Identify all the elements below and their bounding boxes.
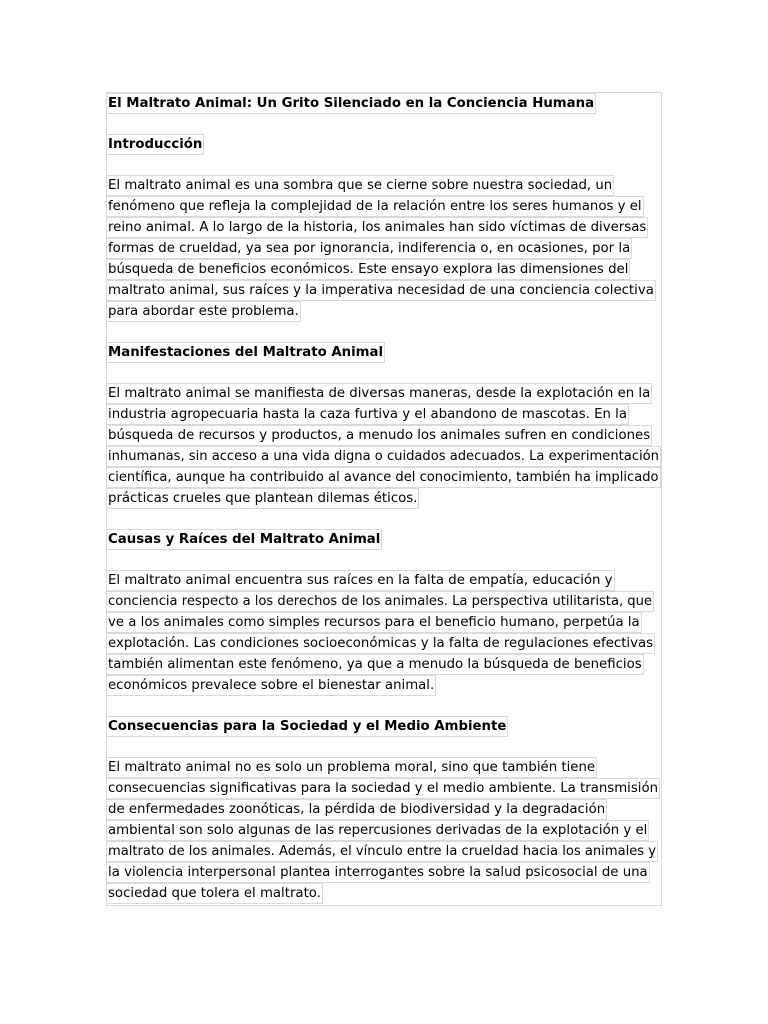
text-line: El maltrato animal no es solo un problema moral, sino que también tiene <box>106 757 597 778</box>
text-line: explotación. Las condiciones socioeconómicas y la falta de regulaciones efectivas <box>106 633 655 654</box>
text-line: reino animal. A lo largo de la historia, los animales han sido víctimas de diversas <box>106 217 648 238</box>
text-line: prácticas crueles que plantean dilemas éticos. <box>106 488 419 509</box>
text-line: El maltrato animal es una sombra que se cierne sobre nuestra sociedad, un <box>106 175 614 196</box>
text-line: maltrato animal, sus raíces y la imperativa necesidad de una conciencia colectiva <box>106 280 656 301</box>
section-heading-consecuencias <box>106 716 666 737</box>
text-line: búsqueda de beneficios económicos. Este ensayo explora las dimensiones del <box>106 259 630 280</box>
text-line: formas de crueldad, ya sea por ignorancia, indiferencia o, en ocasiones, por la <box>106 238 632 259</box>
text-line: la violencia interpersonal plantea interrogantes sobre la salud psicosocial de una <box>106 862 650 883</box>
text-line: también alimentan este fenómeno, ya que a menudo la búsqueda de beneficios <box>106 654 644 675</box>
text-line: El maltrato animal encuentra sus raíces en la falta de empatía, educación y <box>106 570 615 591</box>
text-line: ve a los animales como simples recursos para el beneficio humano, perpetúa la <box>106 612 642 633</box>
text-line: consecuencias significativas para la sociedad y el medio ambiente. La transmisión <box>106 778 660 799</box>
paragraph-causas <box>106 570 666 696</box>
text-line: fenómeno que refleja la complejidad de la relación entre los seres humanos y el <box>106 196 644 217</box>
section-heading-introduccion <box>106 134 666 155</box>
text-line: de enfermedades zoonóticas, la pérdida de biodiversidad y la degradación <box>106 799 607 820</box>
document-title <box>106 93 666 114</box>
heading-text: Causas y Raíces del Maltrato Animal <box>106 529 382 550</box>
text-line: conciencia respecto a los derechos de los animales. La perspectiva utilitarista, que <box>106 591 654 612</box>
heading-text: Consecuencias para la Sociedad y el Medio Ambiente <box>106 716 508 737</box>
text-line: maltrato de los animales. Además, el vínculo entre la crueldad hacia los animales y <box>106 841 658 862</box>
text-line: El maltrato animal se manifiesta de diversas maneras, desde la explotación en la <box>106 383 652 404</box>
text-line: ambiental son solo algunas de las repercusiones derivadas de la explotación y el <box>106 820 649 841</box>
paragraph-introduccion <box>106 175 666 322</box>
paragraph-manifestaciones <box>106 383 666 509</box>
heading-text: Introducción <box>106 134 204 155</box>
text-line: sociedad que tolera el maltrato. <box>106 883 323 904</box>
text-line: para abordar este problema. <box>106 301 301 322</box>
paragraph-consecuencias <box>106 757 666 904</box>
heading-text: Manifestaciones del Maltrato Animal <box>106 342 385 363</box>
section-heading-manifestaciones <box>106 342 666 363</box>
text-line: búsqueda de recursos y productos, a menudo los animales sufren en condiciones <box>106 425 652 446</box>
text-line: científica, aunque ha contribuido al avance del conocimiento, también ha implicado <box>106 467 661 488</box>
document-content <box>106 92 666 904</box>
title-text: El Maltrato Animal: Un Grito Silenciado en la Conciencia Humana <box>106 93 596 114</box>
text-line: económicos prevalece sobre el bienestar animal. <box>106 675 436 696</box>
section-heading-causas <box>106 529 666 550</box>
text-line: inhumanas, sin acceso a una vida digna o cuidados adecuados. La experimentación <box>106 446 661 467</box>
text-line: industria agropecuaria hasta la caza furtiva y el abandono de mascotas. En la <box>106 404 629 425</box>
